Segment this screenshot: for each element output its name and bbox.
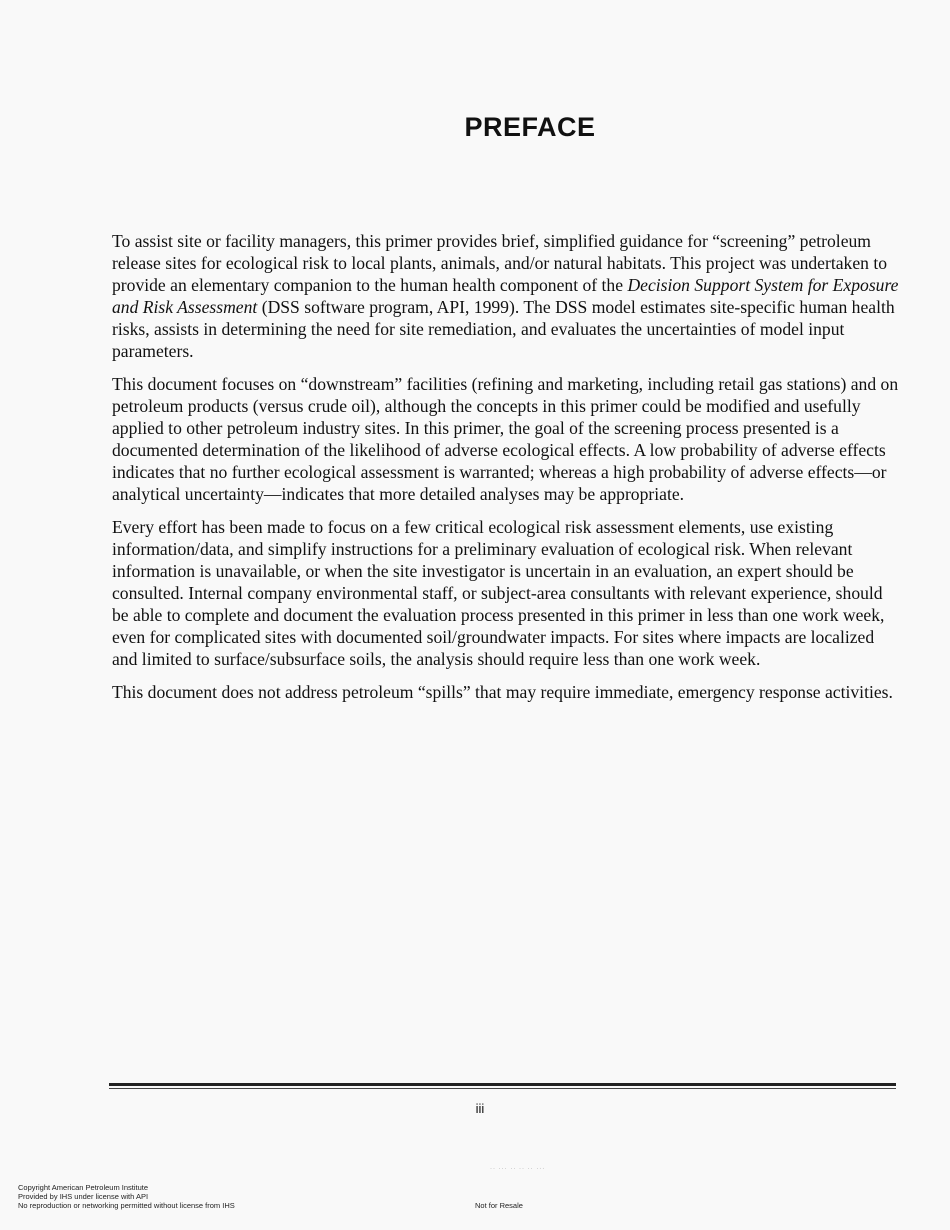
- paragraph-1-italic-title: Decision Support System for Exposure and Risk Assessment: [112, 275, 899, 317]
- paragraph-3: Every effort has been made to focus on a few critical ecological risk assessment elements, use existing information/data, and simplify instructions for a preliminary evaluation of ecological risk. When relevant information is unavailable, or when the site investigator is uncertain in an evaluation, an expert should be consulted. Internal company environmental staff, or subject-area consultants with relevant experience, should be able to complete and document the evaluation process presented in this primer in less than one work week, even for complicated sites with documented soil/groundwater impacts. For sites where impacts are localized and limited to surface/subsurface soils, the analysis should require less than one work week.: [112, 517, 885, 669]
- page-number: iii: [475, 1101, 485, 1116]
- copyright-line: Copyright American Petroleum Institute: [18, 1183, 149, 1192]
- footer-rule-thick: [109, 1083, 896, 1086]
- paragraph-1-text-b: (DSS software program, API, 1999). The DSS model estimates site-specific human health risks, assists in determining the need for site remediation, and evaluates the uncertainties of model input parameters.: [112, 297, 895, 361]
- paragraph-2: This document focuses on “downstream” facilities (refining and marketing, including retail gas stations) and on petroleum products (versus crude oil), although the concepts in this primer could be modified and usefully applied to other petroleum industry sites. In this primer, the goal of the screening process presented is a documented determination of the likelihood of adverse ecological effects. A low probability of adverse effects indicates that no further ecological assessment is warranted; whereas a high probability of adverse effects—or analytical uncertainty—indicates that more detailed analyses may be appropriate.: [112, 374, 899, 504]
- footer-rule-thin: [109, 1088, 896, 1089]
- preface-body: [112, 230, 902, 714]
- page-title: PREFACE: [464, 112, 596, 142]
- paragraph-1: [112, 230, 902, 362]
- license-line: Provided by IHS under license with API: [18, 1192, 149, 1201]
- reproduction-line: No reproduction or networking permitted without license from IHS: [18, 1201, 235, 1210]
- not-for-resale: Not for Resale: [475, 1201, 523, 1210]
- scan-dots: ·· ··· ·· ·· ·· ···: [490, 1166, 546, 1172]
- copyright-footer: [18, 1183, 235, 1210]
- paragraph-4: This document does not address petroleum “spills” that may require immediate, emergency response activities.: [112, 682, 893, 702]
- paragraph-1-text-a: To assist site or facility managers, this primer provides brief, simplified guidance for “screening” petroleum release sites for ecological risk to local plants, animals, and/or natural habitats. This project was undertaken to provide an elementary companion to the human health component of the: [112, 231, 888, 295]
